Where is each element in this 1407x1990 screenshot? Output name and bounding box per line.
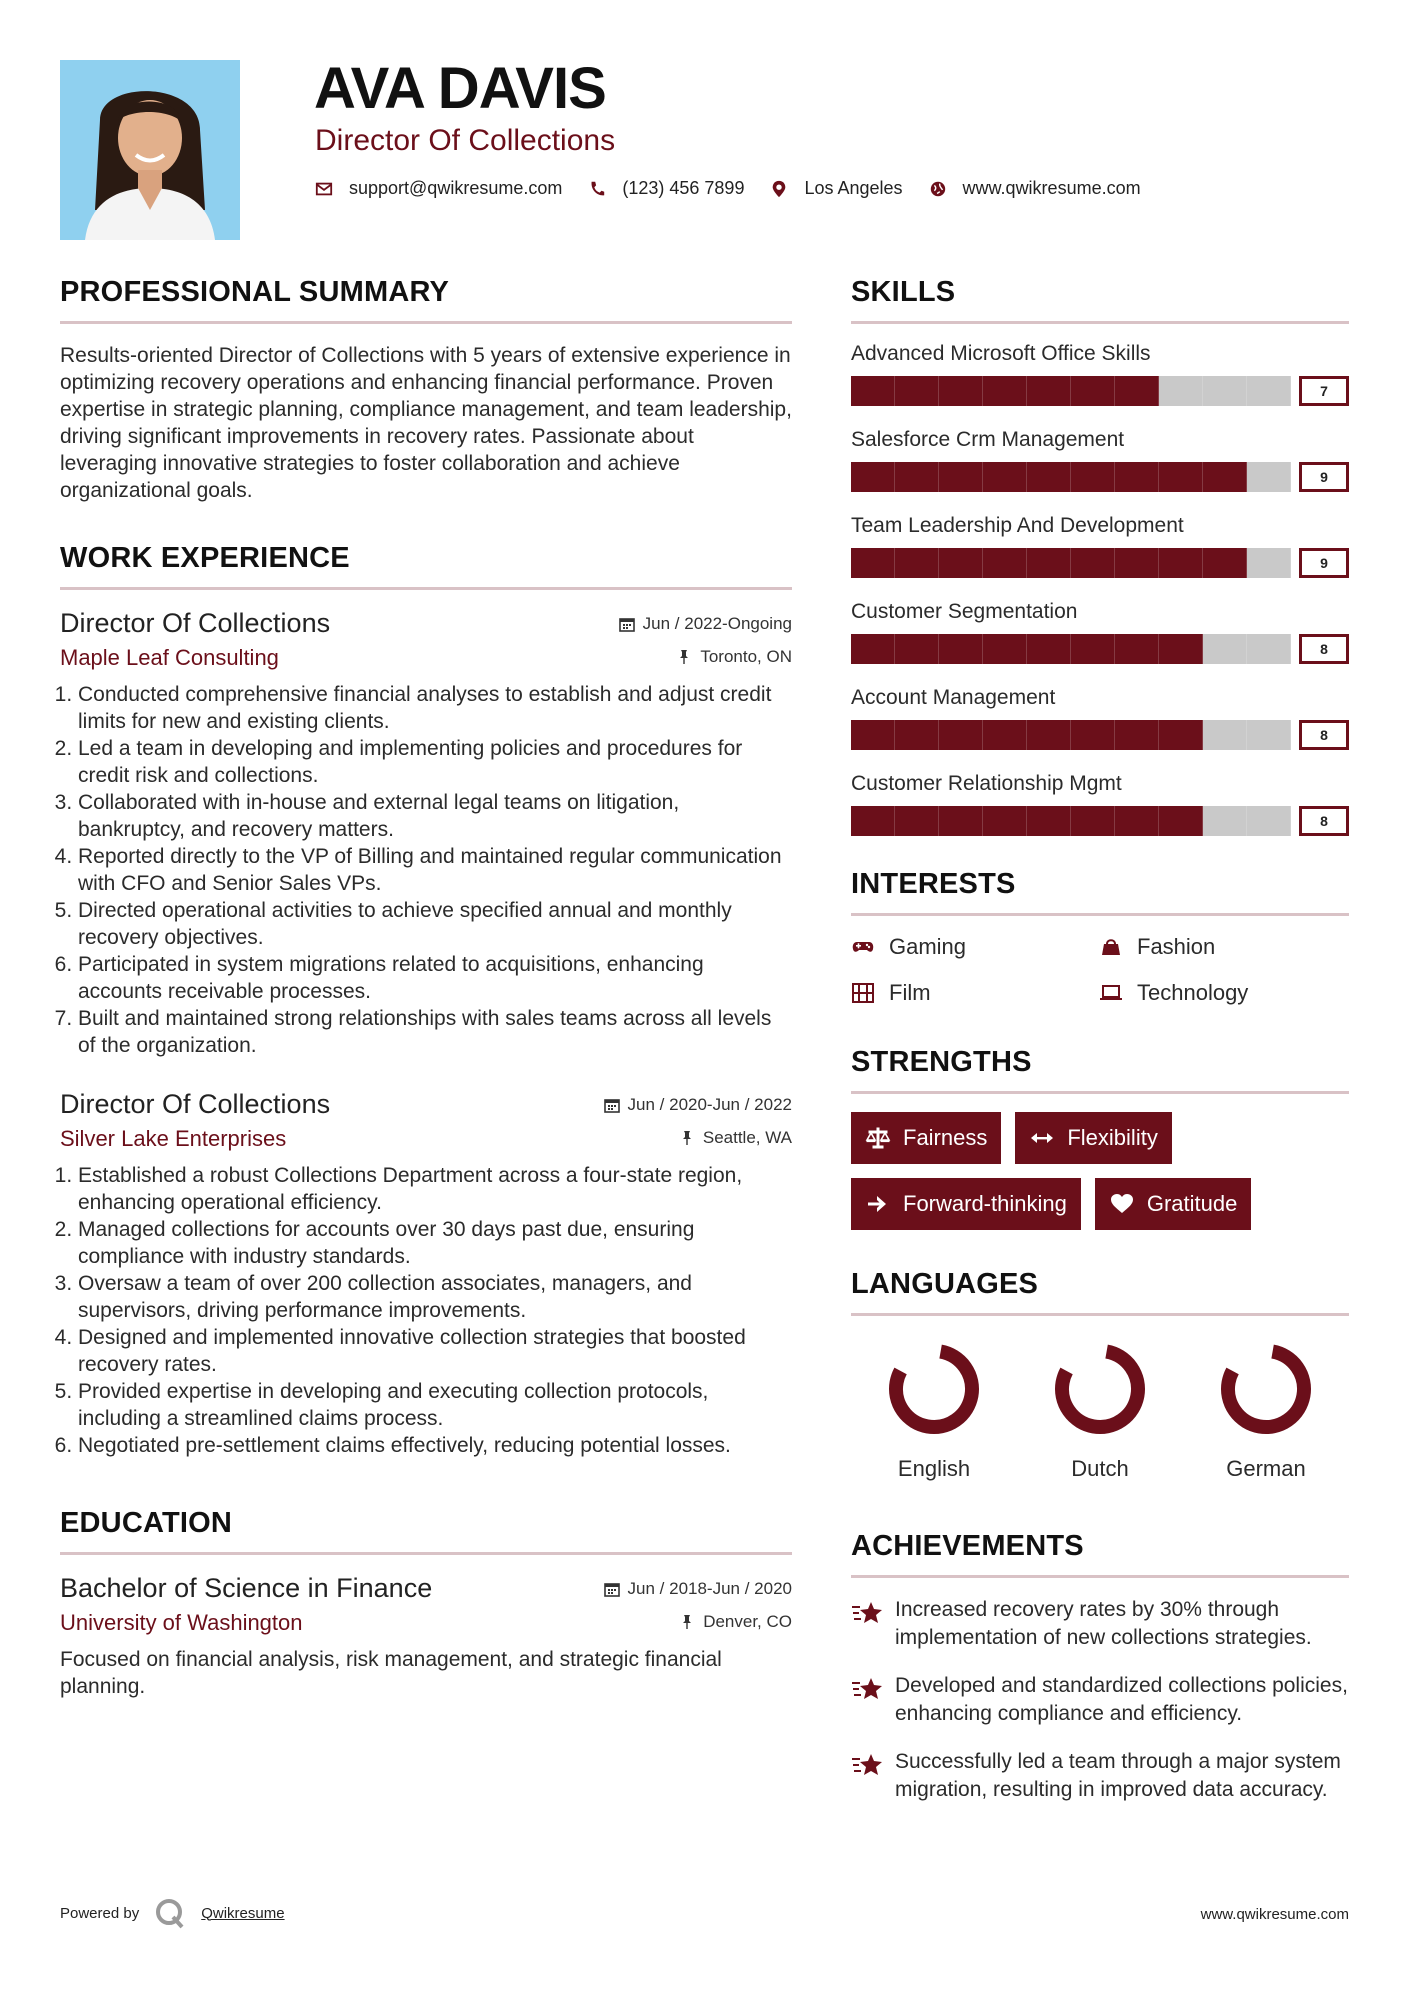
contact-email-text: support@qwikresume.com bbox=[349, 178, 563, 198]
job-bullet: 7. Built and maintained strong relationships with sales teams across all levels of the organization. bbox=[78, 1005, 792, 1059]
skill-bar-filled-segment bbox=[1027, 634, 1071, 664]
skill-bar-filled-segment bbox=[939, 548, 983, 578]
qwikresume-logo-icon bbox=[153, 1896, 187, 1930]
skill-bar-empty-segment bbox=[1203, 806, 1247, 836]
skill-bar-filled-segment bbox=[939, 634, 983, 664]
interest-label: Film bbox=[889, 980, 931, 1005]
skill-name: Team Leadership And Development bbox=[851, 514, 1184, 537]
contact-location-text: Los Angeles bbox=[804, 178, 903, 198]
job-location bbox=[679, 1128, 792, 1148]
skill-bar-empty-segment bbox=[1247, 376, 1291, 406]
education-school: University of Washington bbox=[60, 1610, 303, 1635]
interest-item-film bbox=[851, 980, 1099, 1006]
pin-icon bbox=[676, 649, 692, 665]
shooting-star-icon bbox=[851, 1750, 885, 1780]
shooting-star-icon bbox=[851, 1598, 885, 1628]
skill-bar-filled-segment bbox=[851, 548, 895, 578]
job-bullet: 4. Designed and implemented innovative collection strategies that boosted recovery rates. bbox=[78, 1324, 792, 1378]
skill-bar-empty-segment bbox=[1247, 806, 1291, 836]
job-bullet: 6. Participated in system migrations related to acquisitions, enhancing accounts receivable processes. bbox=[78, 951, 792, 1005]
skill-bar-filled-segment bbox=[1071, 462, 1115, 492]
skill-bar-filled-segment bbox=[1115, 806, 1159, 836]
skill-item bbox=[851, 600, 1349, 664]
pin-icon bbox=[679, 1614, 695, 1630]
language-name: Dutch bbox=[1071, 1456, 1129, 1481]
skill-score: 9 bbox=[1299, 548, 1349, 578]
skill-bar-filled-segment bbox=[939, 806, 983, 836]
contact-phone-text: (123) 456 7899 bbox=[622, 178, 745, 198]
job-bullets bbox=[60, 1162, 792, 1459]
education-heading: EDUCATION bbox=[60, 1507, 792, 1555]
job-bullet: 4. Reported directly to the VP of Billing and maintained regular communication with CFO and Senior Sales VPs. bbox=[78, 843, 792, 897]
skill-bar-filled-segment bbox=[895, 806, 939, 836]
skill-score: 9 bbox=[1299, 462, 1349, 492]
education-location-text: Denver, CO bbox=[703, 1612, 792, 1631]
arrows-horizontal-icon bbox=[1029, 1125, 1055, 1151]
skill-bar-empty-segment bbox=[1203, 376, 1247, 406]
experience-section bbox=[60, 542, 792, 1459]
job-company: Silver Lake Enterprises bbox=[60, 1126, 287, 1151]
education-date-text: Jun / 2018-Jun / 2020 bbox=[627, 1579, 792, 1598]
skill-meter bbox=[851, 462, 1349, 492]
skill-meter bbox=[851, 806, 1349, 836]
skill-bar bbox=[851, 462, 1291, 492]
job-entry bbox=[60, 1089, 792, 1459]
phone-icon bbox=[588, 180, 606, 198]
skill-bar-filled-segment bbox=[1159, 806, 1203, 836]
skill-meter bbox=[851, 548, 1349, 578]
interest-item-fashion bbox=[1099, 934, 1349, 960]
skill-bar-filled-segment bbox=[939, 720, 983, 750]
strengths-heading: STRENGTHS bbox=[851, 1046, 1349, 1094]
interest-label: Technology bbox=[1137, 980, 1249, 1005]
interest-item-gaming bbox=[851, 934, 1099, 960]
skill-bar-filled-segment bbox=[983, 462, 1027, 492]
brand-link[interactable]: Qwikresume bbox=[201, 1904, 285, 1922]
languages-section bbox=[851, 1268, 1349, 1482]
strength-tag-forward-thinking bbox=[851, 1178, 1081, 1230]
interests-section bbox=[851, 868, 1349, 1006]
globe-icon bbox=[929, 180, 947, 198]
job-bullet: 6. Negotiated pre-settlement claims effectively, reducing potential losses. bbox=[78, 1432, 792, 1459]
candidate-title: Director Of Collections bbox=[315, 124, 616, 157]
strengths-list bbox=[851, 1112, 1349, 1230]
contact-location bbox=[770, 178, 902, 199]
skill-bar-filled-segment bbox=[895, 720, 939, 750]
skill-meter bbox=[851, 634, 1349, 664]
skill-bar-filled-segment bbox=[1071, 376, 1115, 406]
languages-list bbox=[851, 1334, 1349, 1482]
skill-bar-empty-segment bbox=[1203, 634, 1247, 664]
achievement-item bbox=[851, 1672, 1349, 1728]
skill-bar-filled-segment bbox=[1027, 548, 1071, 578]
skill-bar-empty-segment bbox=[1247, 548, 1291, 578]
job-bullet: 2. Managed collections for accounts over 30 days past due, ensuring compliance with industry standards. bbox=[78, 1216, 792, 1270]
language-name: German bbox=[1226, 1456, 1306, 1481]
education-section bbox=[60, 1507, 792, 1700]
film-icon bbox=[851, 981, 875, 1005]
job-location-text: Seattle, WA bbox=[702, 1128, 792, 1147]
job-bullet: 3. Collaborated with in-house and external legal teams on litigation, bankruptcy, and recovery matters. bbox=[78, 789, 792, 843]
job-entry bbox=[60, 608, 792, 1059]
strengths-section bbox=[851, 1046, 1349, 1230]
job-role: Director Of Collections bbox=[60, 1089, 331, 1119]
skill-bar-empty-segment bbox=[1247, 720, 1291, 750]
summary-text: Results-oriented Director of Collections with 5 years of extensive experience in optimizing recovery operations and enhancing financial performance. Proven expertise in strategic planning, compliance management, and team leadership, driving significant improvements in recovery rates. Passionate about leveraging innovative strategies to foster collaboration and achieve organizational goals. bbox=[60, 344, 792, 502]
strength-tag-fairness bbox=[851, 1112, 1001, 1164]
skill-bar-filled-segment bbox=[1159, 720, 1203, 750]
skill-bar-filled-segment bbox=[1203, 462, 1247, 492]
job-bullet: 2. Led a team in developing and implementing policies and procedures for credit risk and collections. bbox=[78, 735, 792, 789]
skills-list bbox=[851, 342, 1349, 836]
education-location bbox=[679, 1612, 792, 1632]
strength-label: Fairness bbox=[903, 1125, 988, 1150]
job-bullets bbox=[60, 681, 792, 1059]
skill-bar-filled-segment bbox=[983, 806, 1027, 836]
education-degree: Bachelor of Science in Finance bbox=[60, 1573, 433, 1603]
job-date bbox=[604, 1095, 792, 1115]
skill-score: 7 bbox=[1299, 376, 1349, 406]
skill-bar bbox=[851, 720, 1291, 750]
skill-bar-filled-segment bbox=[1071, 806, 1115, 836]
achievement-item bbox=[851, 1596, 1349, 1652]
skill-bar bbox=[851, 376, 1291, 406]
language-item bbox=[1183, 1334, 1349, 1482]
contact-website-text: www.qwikresume.com bbox=[962, 178, 1141, 198]
profile-photo-illustration bbox=[60, 60, 240, 240]
powered-by-text: Powered by bbox=[60, 1904, 140, 1922]
interests-grid bbox=[851, 934, 1349, 1006]
skill-bar-empty-segment bbox=[1203, 720, 1247, 750]
skill-bar-filled-segment bbox=[1027, 376, 1071, 406]
skill-name: Salesforce Crm Management bbox=[851, 428, 1125, 451]
skill-bar-filled-segment bbox=[1071, 634, 1115, 664]
interest-label: Gaming bbox=[889, 934, 967, 959]
skill-score: 8 bbox=[1299, 806, 1349, 836]
arrow-right-icon bbox=[865, 1191, 891, 1217]
achievements-section bbox=[851, 1530, 1349, 1804]
skill-name: Customer Segmentation bbox=[851, 600, 1078, 623]
skill-bar-filled-segment bbox=[1159, 634, 1203, 664]
skill-bar-filled-segment bbox=[851, 806, 895, 836]
footer-powered-by bbox=[60, 1896, 285, 1930]
skill-bar-filled-segment bbox=[1027, 806, 1071, 836]
job-location-text: Toronto, ON bbox=[700, 647, 792, 666]
contact-website[interactable] bbox=[929, 178, 1141, 199]
skill-name: Account Management bbox=[851, 686, 1056, 709]
skill-bar-filled-segment bbox=[1115, 548, 1159, 578]
skill-name: Advanced Microsoft Office Skills bbox=[851, 342, 1151, 365]
map-pin-icon bbox=[770, 180, 788, 198]
strength-label: Gratitude bbox=[1146, 1191, 1238, 1216]
contact-bar bbox=[315, 178, 1167, 199]
education-description: Focused on financial analysis, risk management, and strategic financial planning. bbox=[60, 1648, 722, 1698]
language-level-ring bbox=[1211, 1334, 1321, 1444]
job-bullet: 1. Established a robust Collections Department across a four-state region, enhancing operational efficiency. bbox=[78, 1162, 792, 1216]
achievement-text: Increased recovery rates by 30% through implementation of new collections strategies. bbox=[895, 1598, 1312, 1649]
summary-section bbox=[60, 276, 792, 504]
skill-meter bbox=[851, 720, 1349, 750]
skill-bar bbox=[851, 548, 1291, 578]
skill-item bbox=[851, 772, 1349, 836]
skill-bar bbox=[851, 634, 1291, 664]
skill-score: 8 bbox=[1299, 720, 1349, 750]
laptop-icon bbox=[1099, 981, 1123, 1005]
calendar-icon bbox=[604, 1581, 620, 1597]
footer-website[interactable]: www.qwikresume.com bbox=[1200, 1906, 1349, 1923]
profile-photo bbox=[60, 60, 240, 240]
job-date bbox=[619, 614, 792, 634]
skill-bar-empty-segment bbox=[1247, 634, 1291, 664]
skill-bar-filled-segment bbox=[1203, 548, 1247, 578]
calendar-icon bbox=[619, 616, 635, 632]
job-location bbox=[676, 647, 792, 667]
job-company: Maple Leaf Consulting bbox=[60, 645, 279, 670]
skill-bar-filled-segment bbox=[851, 376, 895, 406]
skill-bar-filled-segment bbox=[1027, 462, 1071, 492]
skill-bar-filled-segment bbox=[939, 376, 983, 406]
skill-bar-filled-segment bbox=[1115, 634, 1159, 664]
job-bullet: 3. Oversaw a team of over 200 collection associates, managers, and supervisors, driving performance improvements. bbox=[78, 1270, 792, 1324]
strength-tag-flexibility bbox=[1015, 1112, 1171, 1164]
skill-bar-empty-segment bbox=[1159, 376, 1203, 406]
interest-label: Fashion bbox=[1137, 934, 1216, 959]
skill-bar-filled-segment bbox=[895, 634, 939, 664]
skill-item bbox=[851, 686, 1349, 750]
achievement-item bbox=[851, 1748, 1349, 1804]
candidate-name: AVA DAVIS bbox=[314, 56, 606, 121]
job-bullet: 5. Provided expertise in developing and executing collection protocols, including a streamlined claims process. bbox=[78, 1378, 792, 1432]
job-date-text: Jun / 2020-Jun / 2022 bbox=[627, 1095, 792, 1114]
calendar-icon bbox=[604, 1097, 620, 1113]
pin-icon bbox=[679, 1130, 695, 1146]
skill-bar-filled-segment bbox=[1159, 548, 1203, 578]
language-level-ring bbox=[1045, 1334, 1155, 1444]
skill-item bbox=[851, 514, 1349, 578]
skills-heading: SKILLS bbox=[851, 276, 1349, 324]
skill-item bbox=[851, 342, 1349, 406]
language-item bbox=[851, 1334, 1017, 1482]
skill-bar-filled-segment bbox=[1115, 376, 1159, 406]
job-date-text: Jun / 2022-Ongoing bbox=[642, 614, 792, 633]
skill-bar-filled-segment bbox=[939, 462, 983, 492]
job-bullet: 5. Directed operational activities to achieve specified annual and monthly recovery objectives. bbox=[78, 897, 792, 951]
strength-label: Flexibility bbox=[1067, 1125, 1158, 1150]
achievement-text: Successfully led a team through a major system migration, resulting in improved data accuracy. bbox=[895, 1750, 1341, 1801]
heart-icon bbox=[1109, 1191, 1135, 1217]
skill-bar-filled-segment bbox=[983, 720, 1027, 750]
education-date bbox=[604, 1579, 792, 1599]
skill-bar-filled-segment bbox=[1071, 548, 1115, 578]
skill-bar-filled-segment bbox=[983, 634, 1027, 664]
skill-bar-filled-segment bbox=[1115, 720, 1159, 750]
strength-label: Forward-thinking bbox=[903, 1191, 1067, 1216]
contact-email[interactable] bbox=[315, 178, 562, 199]
skill-bar-filled-segment bbox=[851, 634, 895, 664]
interests-heading: INTERESTS bbox=[851, 868, 1349, 916]
skill-bar-filled-segment bbox=[895, 548, 939, 578]
shooting-star-icon bbox=[851, 1674, 885, 1704]
skill-bar bbox=[851, 806, 1291, 836]
job-bullet: 1. Conducted comprehensive financial analyses to establish and adjust credit limits for new and existing clients. bbox=[78, 681, 792, 735]
skill-bar-empty-segment bbox=[1247, 462, 1291, 492]
strength-tag-gratitude bbox=[1095, 1178, 1252, 1230]
skill-name: Customer Relationship Mgmt bbox=[851, 772, 1122, 795]
skill-meter bbox=[851, 376, 1349, 406]
skill-item bbox=[851, 428, 1349, 492]
contact-phone[interactable] bbox=[588, 178, 744, 199]
gamepad-icon bbox=[851, 935, 875, 959]
skill-bar-filled-segment bbox=[983, 548, 1027, 578]
achievements-heading: ACHIEVEMENTS bbox=[851, 1530, 1349, 1578]
left-column bbox=[60, 276, 792, 1700]
skill-bar-filled-segment bbox=[983, 376, 1027, 406]
skill-bar-filled-segment bbox=[895, 462, 939, 492]
skill-bar-filled-segment bbox=[1027, 720, 1071, 750]
skills-section bbox=[851, 276, 1349, 836]
experience-heading: WORK EXPERIENCE bbox=[60, 542, 792, 590]
language-level-ring bbox=[879, 1334, 989, 1444]
balance-scale-icon bbox=[865, 1125, 891, 1151]
skill-score: 8 bbox=[1299, 634, 1349, 664]
right-column bbox=[851, 276, 1349, 1824]
skill-bar-filled-segment bbox=[1159, 462, 1203, 492]
job-role: Director Of Collections bbox=[60, 608, 331, 638]
skill-bar-filled-segment bbox=[1071, 720, 1115, 750]
skill-bar-filled-segment bbox=[851, 462, 895, 492]
language-item bbox=[1017, 1334, 1183, 1482]
envelope-icon bbox=[315, 180, 333, 198]
achievement-text: Developed and standardized collections policies, enhancing compliance and efficiency. bbox=[895, 1674, 1348, 1725]
languages-heading: LANGUAGES bbox=[851, 1268, 1349, 1316]
interest-item-technology bbox=[1099, 980, 1349, 1006]
skill-bar-filled-segment bbox=[895, 376, 939, 406]
skill-bar-filled-segment bbox=[1115, 462, 1159, 492]
summary-heading: PROFESSIONAL SUMMARY bbox=[60, 276, 792, 324]
skill-bar-filled-segment bbox=[851, 720, 895, 750]
shopping-bag-icon bbox=[1099, 935, 1123, 959]
language-name: English bbox=[897, 1456, 971, 1481]
